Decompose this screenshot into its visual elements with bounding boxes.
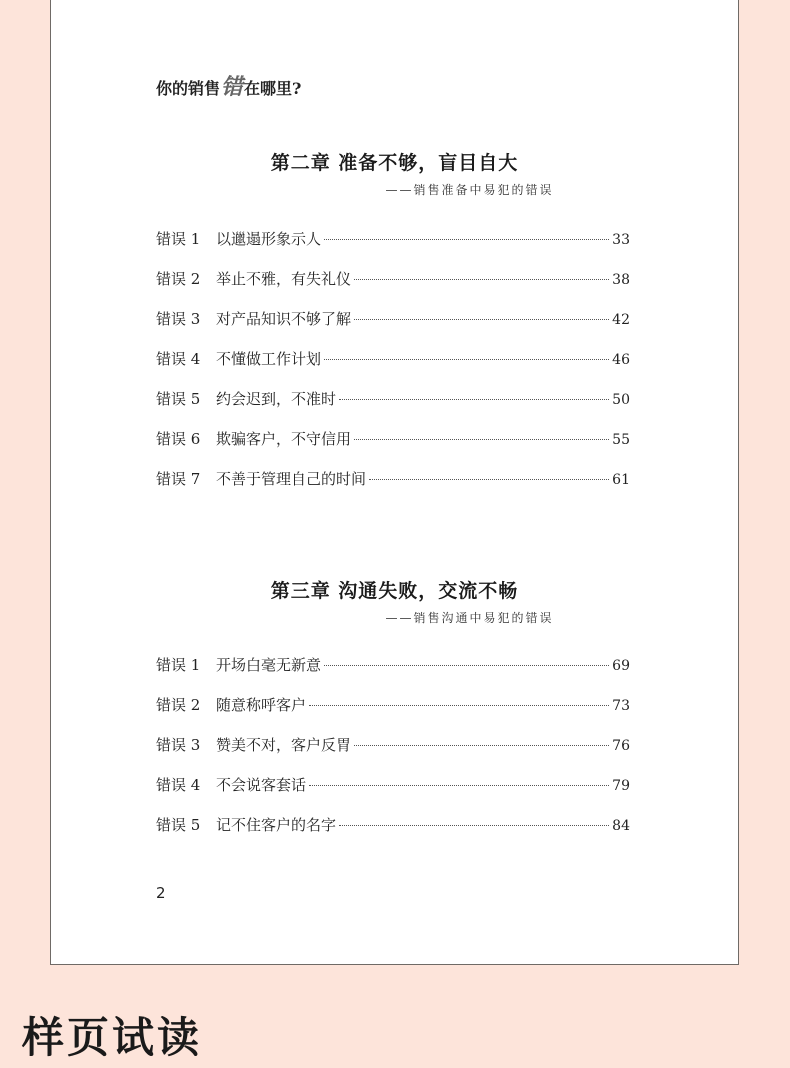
toc-entry-title: 不善于管理自己的时间 — [216, 470, 367, 488]
page-number: 2 — [156, 884, 166, 902]
toc-leader-dots — [354, 319, 609, 320]
toc-leader-dots — [324, 359, 609, 360]
toc-entry-title: 开场白毫无新意 — [216, 656, 322, 674]
toc-leader-dots — [354, 745, 609, 746]
toc-entry-title: 对产品知识不够了解 — [216, 310, 352, 328]
toc-entry-page: 79 — [612, 778, 630, 794]
toc-leader-dots — [309, 705, 609, 706]
toc-entry-page: 33 — [612, 232, 630, 248]
chapter-2-heading — [51, 148, 738, 198]
chapter-title: 第三章 沟通失败，交流不畅 — [270, 580, 519, 602]
toc-entry-page: 84 — [612, 818, 630, 834]
toc-leader-dots — [324, 239, 609, 240]
toc-entry-number: 错误 5 — [156, 816, 201, 834]
sample-pages-banner: 样页试读 — [22, 1013, 203, 1062]
toc-entry-page: 42 — [612, 312, 630, 328]
toc-leader-dots — [354, 439, 609, 440]
toc-entry[interactable] — [156, 228, 630, 268]
toc-entry[interactable] — [156, 734, 630, 774]
chapter-3-heading — [51, 576, 738, 626]
toc-entry-title: 以邋遢形象示人 — [216, 230, 322, 248]
toc-entry-page: 38 — [612, 272, 630, 288]
toc-entry-title: 不懂做工作计划 — [216, 350, 322, 368]
toc-entry[interactable] — [156, 654, 630, 694]
toc-entry-number: 错误 7 — [156, 470, 201, 488]
toc-entry-page: 76 — [612, 738, 630, 754]
running-head-before: 你的销售 — [156, 79, 221, 98]
toc-leader-dots — [324, 665, 609, 666]
toc-entry[interactable] — [156, 814, 630, 854]
toc-leader-dots — [309, 785, 609, 786]
toc-entry[interactable] — [156, 268, 630, 308]
toc-entry-title: 举止不雅，有失礼仪 — [216, 270, 352, 288]
toc-leader-dots — [339, 825, 609, 826]
toc-entry-title: 随意称呼客户 — [216, 696, 307, 714]
toc-entry-page: 55 — [612, 432, 630, 448]
toc-entry-number: 错误 1 — [156, 230, 201, 248]
toc-entry-title: 不会说客套话 — [216, 776, 307, 794]
toc-entry[interactable] — [156, 774, 630, 814]
toc-leader-dots — [339, 399, 609, 400]
chapter-title: 第二章 准备不够，盲目自大 — [270, 152, 519, 174]
toc-entry-number: 错误 6 — [156, 430, 201, 448]
toc-leader-dots — [354, 279, 609, 280]
toc-entry-page: 61 — [612, 472, 630, 488]
chapter-2-toc — [156, 228, 630, 508]
toc-entry-number: 错误 2 — [156, 270, 201, 288]
toc-entry-number: 错误 4 — [156, 350, 201, 368]
toc-entry-page: 50 — [612, 392, 630, 408]
toc-entry-number: 错误 4 — [156, 776, 201, 794]
toc-entry[interactable] — [156, 694, 630, 734]
toc-entry-page: 46 — [612, 352, 630, 368]
toc-entry[interactable] — [156, 468, 630, 508]
toc-entry[interactable] — [156, 308, 630, 348]
toc-entry-title: 记不住客户的名字 — [216, 816, 337, 834]
chapter-subtitle: ——销售沟通中易犯的错误 — [385, 611, 554, 625]
chapter-subtitle: ——销售准备中易犯的错误 — [385, 183, 554, 197]
toc-entry[interactable] — [156, 348, 630, 388]
toc-entry-number: 错误 3 — [156, 310, 201, 328]
toc-entry-number: 错误 5 — [156, 390, 201, 408]
running-head-after: 在哪里? — [244, 79, 302, 98]
book-page — [50, 0, 739, 965]
toc-entry-number: 错误 2 — [156, 696, 201, 714]
toc-entry-title: 约会迟到，不准时 — [216, 390, 337, 408]
toc-entry-page: 69 — [612, 658, 630, 674]
running-head — [156, 70, 301, 101]
toc-entry[interactable] — [156, 388, 630, 428]
toc-entry[interactable] — [156, 428, 630, 468]
toc-entry-title: 赞美不对，客户反胃 — [216, 736, 352, 754]
toc-entry-number: 错误 1 — [156, 656, 201, 674]
chapter-3-toc — [156, 654, 630, 854]
toc-entry-page: 73 — [612, 698, 630, 714]
toc-entry-title: 欺骗客户，不守信用 — [216, 430, 352, 448]
toc-leader-dots — [369, 479, 609, 480]
running-head-emphasis: 错 — [221, 75, 244, 100]
toc-entry-number: 错误 3 — [156, 736, 201, 754]
